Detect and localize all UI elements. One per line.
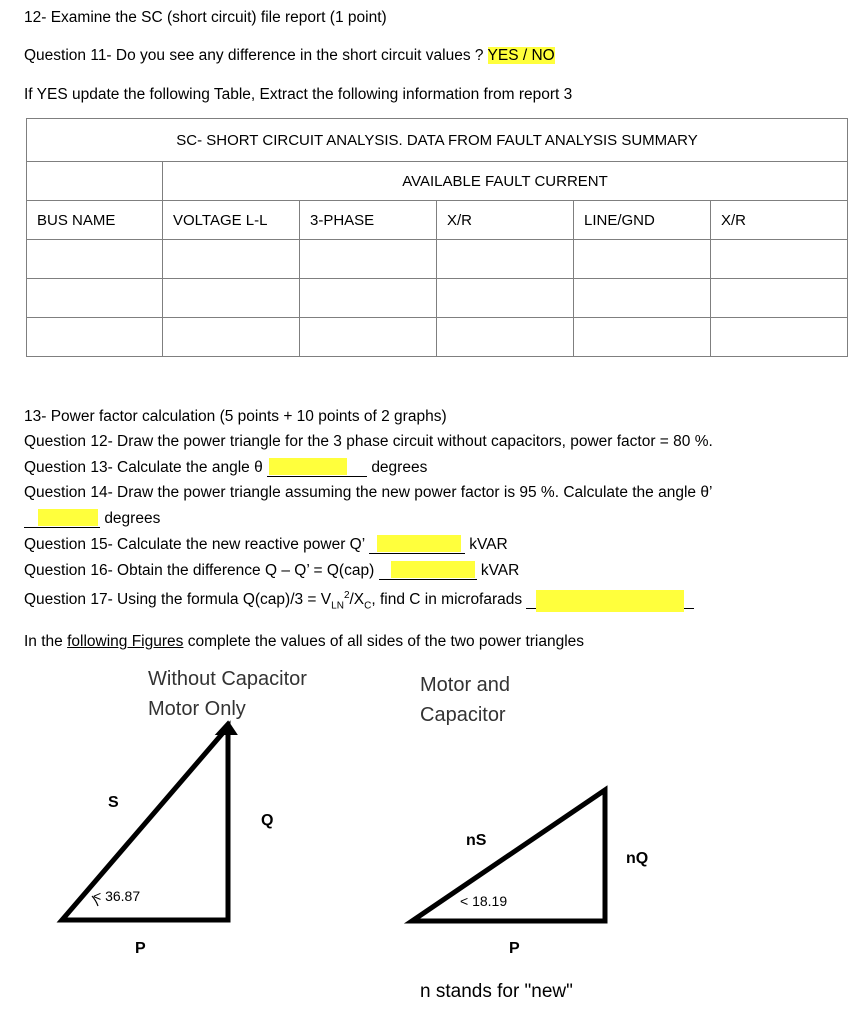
table-instruction: If YES update the following Table, Extract the following information from report 3	[24, 86, 573, 103]
figures-instruction-a: In the	[24, 633, 68, 650]
question-11-text: Question 11- Do you see any difference in the short circuit values ?	[24, 47, 484, 64]
label-new-apparent-power: nS	[466, 832, 487, 849]
label-real-power: P	[135, 940, 146, 957]
label-apparent-power: S	[108, 794, 119, 811]
triangle-with-capacitor	[412, 790, 605, 921]
label-new-real-power: P	[509, 940, 520, 957]
note-new: n stands for "new"	[420, 981, 573, 1002]
following-figures-link[interactable]: following Figures	[67, 633, 184, 650]
question-14-unit: degrees	[104, 510, 161, 527]
table-title: SC- SHORT CIRCUIT ANALYSIS. DATA FROM FAULT ANALYSIS SUMMARY	[27, 119, 848, 162]
question-17-sub2: C	[364, 600, 372, 612]
question-16-unit: kVAR	[480, 562, 520, 579]
label-reactive-power: Q	[261, 812, 274, 829]
column-header-line-gnd: LINE/GND	[574, 201, 711, 240]
caption-right-line-1: Motor and	[420, 674, 511, 696]
question-13-unit: degrees	[371, 459, 428, 476]
column-header-3-phase: 3-PHASE	[300, 201, 437, 240]
question-17-sup: 2	[343, 590, 350, 601]
question-17-text-a: Question 17- Using the formula Q(cap)/3 = V	[24, 591, 332, 609]
column-header-bus-name: BUS NAME	[27, 201, 163, 240]
angle-label-right: < 18.19	[460, 893, 508, 909]
figures-instruction-b: complete the values of all sides of the two power triangles	[183, 633, 585, 650]
question-12: Question 12- Draw the power triangle for the 3 phase circuit without capacitors, power factor = 80 %.	[24, 433, 713, 450]
section-13-heading: 13- Power factor calculation (5 points + 10 points of 2 graphs)	[24, 408, 447, 425]
triangle-without-capacitor	[62, 722, 236, 920]
question-17-text-c: , find C in microfarads	[371, 591, 523, 609]
angle-label-left: < 36.87	[93, 888, 141, 904]
caption-left-line-2: Motor Only	[148, 698, 246, 720]
fault-current-group-header: AVAILABLE FAULT CURRENT	[163, 162, 848, 201]
caption-right-line-2: Capacitor	[420, 704, 506, 726]
question-15-unit: kVAR	[469, 536, 508, 553]
question-13-text: Question 13- Calculate the angle θ	[24, 459, 263, 476]
yes-no-answer: YES / NO	[487, 47, 555, 64]
question-14: Question 14- Draw the power triangle assuming the new power factor is 95 %. Calculate the angle θ’	[24, 484, 713, 501]
column-header-x-r-gnd: X/R	[711, 201, 848, 240]
column-header-voltage: VOLTAGE L-L	[163, 201, 300, 240]
question-17-text-b: /X	[349, 591, 365, 609]
question-17-sub: LN	[331, 600, 344, 612]
question-15-text: Question 15- Calculate the new reactive power Q’	[24, 536, 365, 553]
caption-left-line-1: Without Capacitor	[148, 668, 307, 690]
question-16-text: Question 16- Obtain the difference Q – Q’ = Q(cap)	[24, 562, 375, 579]
section-12-heading: 12- Examine the SC (short circuit) file report (1 point)	[24, 9, 387, 26]
label-new-reactive-power: nQ	[626, 850, 649, 867]
column-header-x-r: X/R	[437, 201, 574, 240]
